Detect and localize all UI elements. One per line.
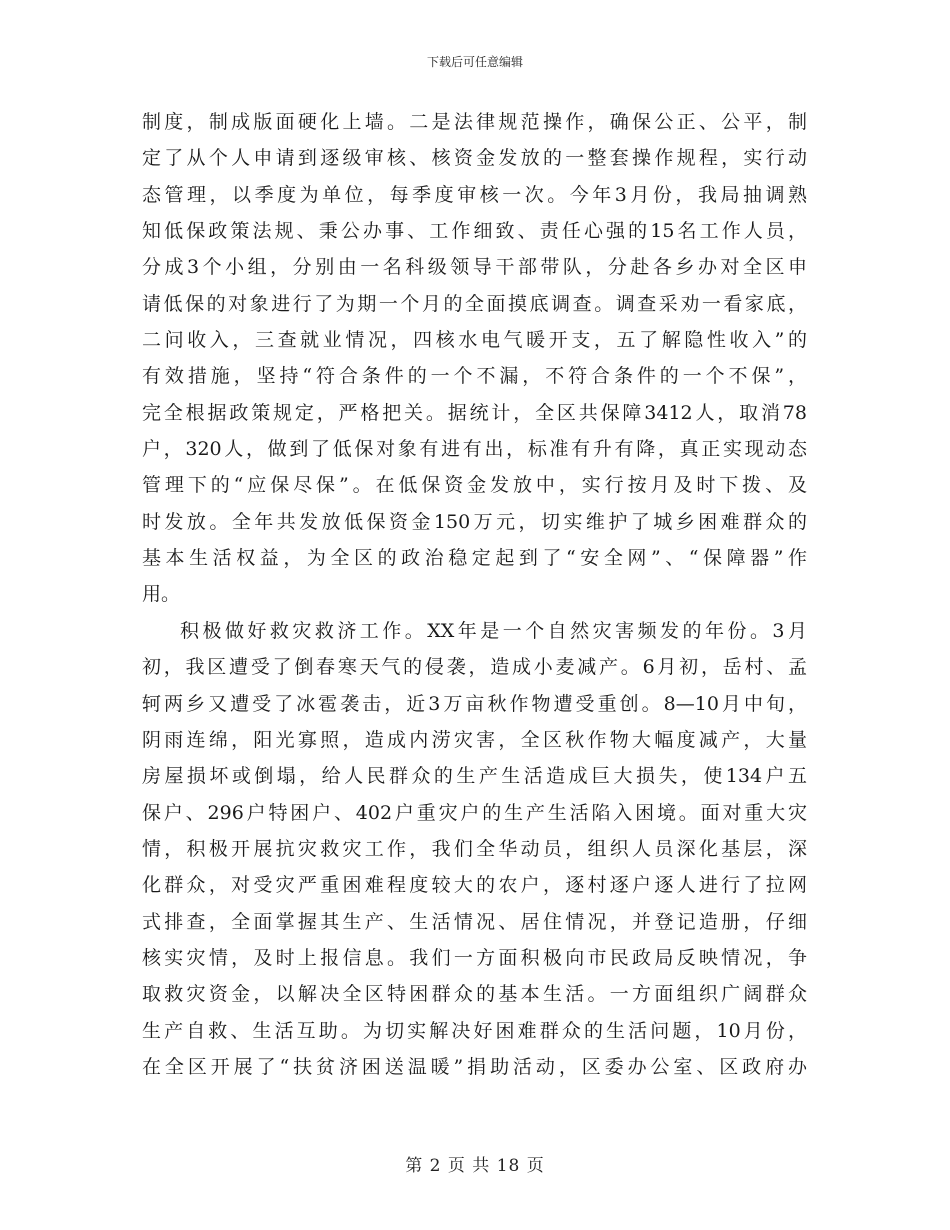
text-line: 二问收入，三查就业情况，四核水电气暖开支，五了解隐性收入”的 [142, 329, 807, 352]
text-line: 取救灾资金，以解决全区特困群众的基本生活。一方面组织广阔群众 [142, 983, 807, 1006]
text-line: 时发放。全年共发放低保资金150万元，切实维护了城乡困难群众的 [142, 510, 807, 533]
text-line: 轲两乡又遭受了冰雹袭击，近3万亩秋作物遭受重创。8—10月中旬， [142, 692, 807, 715]
paragraph-lowincome [142, 104, 807, 613]
text-line: 情，积极开展抗灾救灾工作，我们全华动员，组织人员深化基层，深 [142, 837, 807, 860]
text-line: 态管理，以季度为单位，每季度审核一次。今年3月份，我局抽调熟 [142, 183, 807, 206]
text-line: 请低保的对象进行了为期一个月的全面摸底调查。调查采劝一看家底， [142, 292, 807, 315]
text-line: 用。 [142, 583, 181, 606]
paragraph-disaster-relief [142, 613, 807, 1085]
text-line: 制度，制成版面硬化上墙。二是法律规范操作，确保公正、公平，制 [142, 111, 807, 133]
text-line: 完全根据政策规定，严格把关。据统计，全区共保障3412人，取消78 [142, 401, 807, 424]
text-line: 户，320人，做到了低保对象有进有出，标准有升有降，真正实现动态 [142, 438, 807, 461]
text-line: 式排查，全面掌握其生产、生活情况、居住情况，并登记造册，仔细 [142, 910, 807, 933]
text-line: 初，我区遭受了倒春寒天气的侵袭，造成小麦减产。6月初，岳村、孟 [142, 656, 807, 679]
text-line: 核实灾情，及时上报信息。我们一方面积极向市民政局反映情况，争 [142, 946, 807, 969]
page-header: 下载后可任意编辑 [426, 55, 523, 69]
page-number: 第 2 页 共 18 页 [405, 1156, 545, 1176]
text-line: 知低保政策法规、秉公办事、工作细致、责任心强的15名工作人员， [142, 220, 807, 243]
text-line: 在全区开展了“扶贫济困送温暖”捐助活动，区委办公室、区政府办 [142, 1055, 807, 1078]
text-line: 积极做好救灾救济工作。XX年是一个自然灾害频发的年份。3月 [180, 619, 807, 642]
text-line: 分成3个小组，分别由一名科级领导干部带队，分赴各乡办对全区申 [142, 256, 807, 279]
text-line: 基本生活权益，为全区的政治稳定起到了“安全网”、“保障器”作 [142, 547, 807, 570]
text-line: 有效措施，坚持“符合条件的一个不漏，不符合条件的一个不保”， [142, 365, 807, 388]
text-line: 定了从个人申请到逐级审核、核资金发放的一整套操作规程，实行动 [142, 147, 807, 170]
text-line: 管理下的“应保尽保”。在低保资金发放中，实行按月及时下拨、及 [142, 474, 807, 497]
document-body [142, 104, 807, 1085]
text-line: 生产自救、生活互助。为切实解决好困难群众的生活问题，10月份， [142, 1019, 807, 1042]
text-line: 保户、296户特困户、402户重灾户的生产生活陷入困境。面对重大灾 [142, 801, 807, 824]
text-line: 房屋损坏或倒塌，给人民群众的生产生活造成巨大损失，使134户五 [142, 765, 807, 788]
text-line: 化群众，对受灾严重困难程度较大的农户，逐村逐户逐人进行了拉网 [142, 874, 807, 897]
text-line: 阴雨连绵，阳光寡照，造成内涝灾害，全区秋作物大幅度减产，大量 [142, 728, 807, 751]
